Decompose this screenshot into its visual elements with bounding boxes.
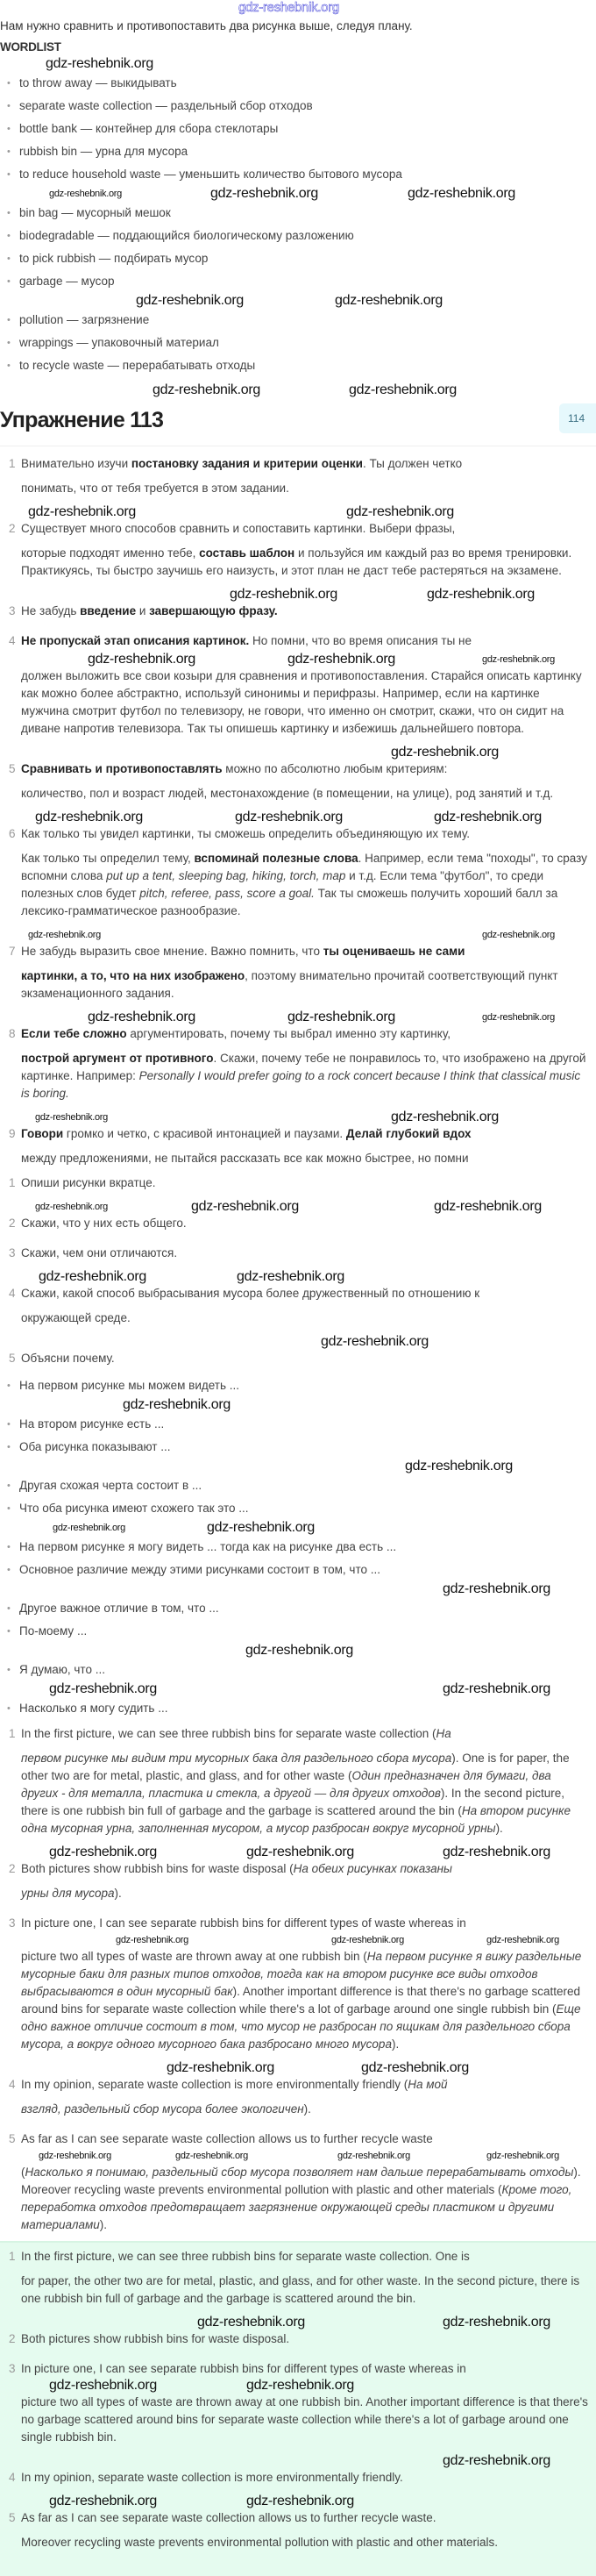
wordlist-item: • to recycle waste — перерабатывать отходы [7,354,596,377]
answer-number: 5 [9,2511,16,2524]
phrase-item: • Другое важное отличие в том, что ... [7,1597,596,1620]
answer-number: 1 [9,1727,16,1740]
wordlist-item: • to throw away — выкидывать [7,72,596,95]
tip-number: 4 [9,634,16,647]
watermark: gdz-reshebnik.org [246,2494,354,2508]
answer-english-item: 3 In picture one, I can see separate rubbish bins for different types of waste whereas in gdz-reshebnik.org gdz-reshebnik.org picture two all types of waste are thrown away at one rubbish bin. Another important difference is that there's no garbage scattered around bins for separate waste collection while there's a lot of garbage around one single rubbish bin. [9,2362,588,2444]
watermark: gdz-reshebnik.org [349,382,457,397]
answer-english-item: 2 Both pictures show rubbish bins for waste disposal. [0,2330,589,2348]
plan-item: 1 Опиши рисунки вкратце. [0,1174,589,1192]
answer-english-item: 5 As far as I can see separate waste collection allows us to further recycle waste. Moreover recycling waste prevents environmental pollution with plastic and other materials. [9,2511,499,2549]
tip-item: 4 Не пропускай этап описания картинок. Но помни, что во время описания ты не gdz-reshebnik.org gdz-reshebnik.org gdz-reshebnik.org должен выложить все свои козыри для сравнения и противопоставления. Старайся описать картинку как можно более абстрактно, используй синонимы и перифразы. Например, если на картинке мужчина смотрит футбол по телевизору, не говори, что именно он смотрит, скажи, что он сидит на диване напротив телевизора. Так ты опишешь картинку и избежишь дальнейшего повтора. [0,632,589,738]
watermark-row [0,927,596,943]
watermark: gdz-reshebnik.org [207,1520,315,1535]
wordlist-item: • biodegradable — поддающийся биологическому разложению [7,225,596,247]
tip-number: 3 [9,604,16,617]
exercise-header [0,403,596,439]
watermark: gdz-reshebnik.org [321,1334,429,1349]
phrase-list [0,1413,596,1459]
watermark-row [21,652,589,667]
watermark: gdz-reshebnik.org [287,652,395,667]
tip-item: 5 Сравнивать и противопоставлять можно по абсолютно любым критериям: количество, пол и возраст людей, местонахождение (в помещении, на улице), род занятий и т.д. [9,762,554,800]
tip-number: 9 [9,1127,16,1140]
watermark-row [0,587,596,603]
phrase-item: • Оба рисунка показывают ... [7,1436,596,1459]
watermark: gdz-reshebnik.org [391,745,499,760]
watermark: gdz-reshebnik.org [235,810,343,824]
phrase-item: • Что оба рисунка имеют схожего так это ... [7,1497,596,1520]
watermark: gdz-reshebnik.org [39,2151,111,2161]
watermark-row [0,56,596,72]
watermark: gdz-reshebnik.org [191,1199,299,1214]
answer-english-item: 4 In my opinion, separate waste collection is more environmentally friendly. [0,2469,589,2487]
answer-number: 2 [9,2332,16,2345]
watermark: gdz-reshebnik.org [153,382,260,397]
wordlist-item: • garbage — мусор [7,270,596,293]
watermark-row [0,2060,596,2076]
watermark: gdz-reshebnik.org [116,1935,188,1945]
plan-item: 2 Скажи, что у них есть общего. [0,1215,589,1232]
watermark-row [0,293,596,309]
tip-number: 1 [9,457,16,470]
watermark: gdz-reshebnik.org [391,1110,499,1124]
watermark: gdz-reshebnik.org [486,2151,559,2161]
watermark: gdz-reshebnik.org [427,587,535,602]
phrase-item: • По-моему ... [7,1620,596,1643]
watermark: gdz-reshebnik.org [28,930,101,940]
watermark: gdz-reshebnik.org [443,2315,550,2330]
answer-number: 1 [9,2250,16,2263]
watermark: gdz-reshebnik.org [197,2315,305,2330]
answer-english-item: 1 In the first picture, we can see three rubbish bins for separate waste collection. One is for paper, the other two are for metal, plastic, and glass, and for other waste. In the second picture, there is one rubbish bin full of garbage and the garbage is scattered around the bin. [9,2250,580,2305]
watermark-row [0,1334,596,1350]
answer-number: 3 [9,1916,16,1930]
watermark: gdz-reshebnik.org [443,2453,550,2468]
wordlist-item: • rubbish bin — урна для мусора [7,140,596,163]
watermark: gdz-reshebnik.org [123,1397,231,1412]
watermark: gdz-reshebnik.org [49,1845,157,1859]
answer-number: 5 [9,2132,16,2145]
watermark: gdz-reshebnik.org [246,1845,354,1859]
tip-number: 2 [9,522,16,535]
tip-item: 8 Если тебе сложно аргументировать, почему ты выбрал именно эту картинку, построй аргумент от противного. Скажи, почему тебе не понравилось то, что изображено на другой картинке. Например: Personally I would prefer going to a rock concert because I think that classical music is boring. [9,1027,586,1100]
watermark-row [21,1932,589,1948]
tip-number: 8 [9,1027,16,1040]
watermark-row [0,2315,596,2330]
watermark-row [21,2148,589,2164]
page-number-badge[interactable]: 114 [559,403,596,433]
watermark-row [0,1110,596,1125]
watermark-row [0,1520,596,1536]
watermark: gdz-reshebnik.org [405,1459,513,1474]
watermark: gdz-reshebnik.org [53,1523,125,1533]
watermark: gdz-reshebnik.org [49,189,122,199]
watermark-row [0,1845,596,1860]
watermark-header: gdz-reshebnik.org [238,0,339,15]
watermark: gdz-reshebnik.org [346,504,454,519]
wordlist-item: • wrappings — упаковочный материал [7,332,596,354]
plan-number: 2 [9,1217,16,1230]
watermark-row [0,1397,596,1413]
watermark: gdz-reshebnik.org [35,1112,108,1123]
watermark: gdz-reshebnik.org [49,1681,157,1696]
plan-item: 4 Скажи, какой способ выбрасывания мусора более дружественный по отношению к окружающей среде. [9,1287,480,1324]
plan-number: 3 [9,1246,16,1259]
wordlist [0,202,596,293]
watermark: gdz-reshebnik.org [335,293,443,308]
watermark: gdz-reshebnik.org [28,504,136,519]
tip-number: 5 [9,762,16,775]
watermark: gdz-reshebnik.org [35,810,143,824]
phrase-list [0,1597,596,1643]
wordlist-title: WORDLIST [0,40,61,54]
answer-translated-item: 3 In picture one, I can see separate rubbish bins for different types of waste whereas in gdz-reshebnik.org gdz-reshebnik.org gdz-reshebnik.org picture two all types of waste are thrown away at one rubbish bin (На первом рисунке я вижу раздельные мусорные баки для разных типов отходов, тогда как на втором рисунке все виды отходов выбрасываются в один мусорный бак). Another important difference is that there's no garbage scattered around bins for separate waste collection while there's a lot of garbage around one single rubbish bin (Еще одно важное отличие состоит в том, что мусор не разбросан по ящикам для раздельного сбора мусора, а вокруг одного мусорного бака разбросано много мусора). [0,1915,589,2053]
phrase-item: • Я думаю, что ... [7,1659,596,1681]
watermark: gdz-reshebnik.org [49,2494,157,2508]
watermark: gdz-reshebnik.org [482,654,555,665]
watermark-row [0,382,596,398]
answer-translated-item: 2 Both pictures show rubbish bins for waste disposal (На обеих рисунках показаны урны для мусора). [9,1862,452,1900]
wordlist-item: • bottle bank — контейнер для сбора стеклотары [7,118,596,140]
wordlist [0,309,596,377]
phrase-list [0,1536,596,1581]
tip-item: 9 Говори громко и четко, с красивой интонацией и паузами. Делай глубокий вдох между предложениями, не пытайся рассказать все как можно быстрее, но помни [9,1127,472,1165]
watermark-row [0,1269,596,1285]
watermark: gdz-reshebnik.org [443,1845,550,1859]
watermark: gdz-reshebnik.org [175,2151,248,2161]
plan-item: 5 Объясни почему. [0,1350,589,1367]
watermark: gdz-reshebnik.org [49,2378,157,2393]
exercise-title: Упражнение 113 [0,408,164,432]
phrase-item: • На втором рисунке есть ... [7,1413,596,1436]
watermark-row [0,186,596,202]
wordlist-item: • pollution — загрязнение [7,309,596,332]
answer-translated-item: 1 In the first picture, we can see three rubbish bins for separate waste collection (На первом рисунке мы видим три мусорных бака для раздельного сбора мусора). One is for paper, the other two are for metal, plastic, and glass, and for other waste (Один предназначен для бумаги, два других - для металла, пластика и стекла, а другой — для других отходов). In the second picture, there is one rubbish bin full of garbage and the garbage is scattered around the bin (На втором рисунке одна мусорная урна, заполненная мусором, а мусор разбросан вокруг мусорной урны). [9,1727,571,1835]
answer-number: 4 [9,2471,16,2484]
watermark-row [21,2378,589,2394]
plan-number: 4 [9,1287,16,1300]
phrase-item: • Основное различие между этими рисунками состоит в том, что ... [7,1559,596,1581]
phrase-list [0,1659,596,1681]
watermark-row [0,1643,596,1659]
answer-translated-item: 4 In my opinion, separate waste collection is more environmentally friendly (На мой взгляд, раздельный сбор мусора более экологичен). [9,2078,448,2116]
answer-translated-item: 5 As far as I can see separate waste collection allows us to further recycle waste gdz-reshebnik.org gdz-reshebnik.org gdz-reshebnik.org gdz-reshebnik.org (Насколько я понимаю, раздельный сбор мусора позволяет нам дальше перерабатывать отходы). Moreover recycling waste prevents environmental pollution with plastic and other materials (Кроме того, переработка отходов предотвращает загрязнение окружающей среды пластиком и другими материалами). [0,2130,589,2234]
watermark: gdz-reshebnik.org [482,1012,555,1023]
tip-item: 3 Не забудь введение и завершающую фразу. [0,603,589,620]
phrase-list [0,1374,596,1397]
watermark: gdz-reshebnik.org [434,810,542,824]
watermark-row [0,2453,596,2469]
watermark-row [0,1581,596,1597]
watermark: gdz-reshebnik.org [39,1269,146,1284]
watermark: gdz-reshebnik.org [287,1010,395,1024]
tip-item: 1 Внимательно изучи постановку задания и критерии оценки. Ты должен четко понимать, что от тебя требуется в этом задании. [9,457,463,495]
answer-number: 2 [9,1862,16,1875]
watermark: gdz-reshebnik.org [88,1010,195,1024]
tip-item: 2 Существует много способов сравнить и сопоставить картинки. Выбери фразы, которые подходят именно тебе, составь шаблон и пользуйся им каждый раз во время тренировки. Практикуясь, ты быстро заучишь его наизусть, и этот план не даст тебе растеряться на экзамене. [9,522,572,577]
watermark-row [0,1010,596,1025]
watermark: gdz-reshebnik.org [482,930,555,940]
phrase-item: • Другая схожая черта состоит в ... [7,1474,596,1497]
watermark-row [0,810,596,825]
plan-item: 3 Скажи, чем они отличаются. [0,1245,589,1262]
watermark: gdz-reshebnik.org [167,2060,274,2075]
intro-text: Нам нужно сравнить и противопоставить два рисунка выше, следуя плану. [0,19,413,32]
plan-number: 5 [9,1352,16,1365]
watermark-row [0,1459,596,1474]
watermark: gdz-reshebnik.org [331,1935,404,1945]
watermark: gdz-reshebnik.org [337,2151,410,2161]
watermark-row [0,1681,596,1697]
wordlist-item: • to pick rubbish — подбирать мусор [7,247,596,270]
watermark-row [0,0,596,16]
wordlist-item: • bin bag — мусорный мешок [7,202,596,225]
answer-number: 3 [9,2362,16,2375]
watermark: gdz-reshebnik.org [434,1199,542,1214]
wordlist-item: • separate waste collection — раздельный сбор отходов [7,95,596,118]
watermark-row [0,2494,596,2509]
tip-item: 7 Не забудь выразить свое мнение. Важно помнить, что ты оцениваешь не сами картинки, а то, что на них изображено, поэтому внимательно прочитай соответствующий пункт экзаменационного задания. [9,945,558,1000]
watermark: gdz-reshebnik.org [408,186,515,201]
watermark: gdz-reshebnik.org [486,1935,559,1945]
tip-item: 6 Как только ты увидел картинки, ты сможешь определить объединяющую их тему. Как только ты определил тему, вспоминай полезные слова. Например, если тема "походы", то сразу вспомни слова put up a tent, sleeping bag, hiking, torch, map и т.д. Если тема "футбол", то среди полезных слов будет pitch, referee, pass, score a goal. Так ты сможешь получить хороший балл за лексико-грамматическое разнообразие. [9,827,587,917]
tip-number: 7 [9,945,16,958]
watermark-row [0,745,596,760]
watermark: gdz-reshebnik.org [245,1643,353,1658]
phrase-list [0,1474,596,1520]
watermark: gdz-reshebnik.org [136,293,244,308]
wordlist-item: • to reduce household waste — уменьшить количество бытового мусора [7,163,596,186]
watermark: gdz-reshebnik.org [237,1269,344,1284]
tip-number: 6 [9,827,16,840]
watermark: gdz-reshebnik.org [210,186,318,201]
phrase-item: • На первом рисунке я могу видеть ... тогда как на рисунке два есть ... [7,1536,596,1559]
watermark: gdz-reshebnik.org [35,1202,108,1212]
watermark: gdz-reshebnik.org [443,1681,550,1696]
watermark: gdz-reshebnik.org [246,2378,354,2393]
phrase-item: • Насколько я могу судить ... [7,1697,596,1720]
phrase-item: • На первом рисунке мы можем видеть ... [7,1374,596,1397]
plan-number: 1 [9,1176,16,1189]
watermark-row [0,1199,596,1215]
watermark: gdz-reshebnik.org [88,652,195,667]
watermark: gdz-reshebnik.org [46,56,153,71]
watermark: gdz-reshebnik.org [361,2060,469,2075]
answer-block [0,2241,596,2576]
phrase-list [0,1697,596,1720]
wordlist [0,72,596,186]
watermark-row [0,504,596,520]
answer-number: 4 [9,2078,16,2091]
watermark: gdz-reshebnik.org [230,587,337,602]
watermark: gdz-reshebnik.org [443,1581,550,1596]
